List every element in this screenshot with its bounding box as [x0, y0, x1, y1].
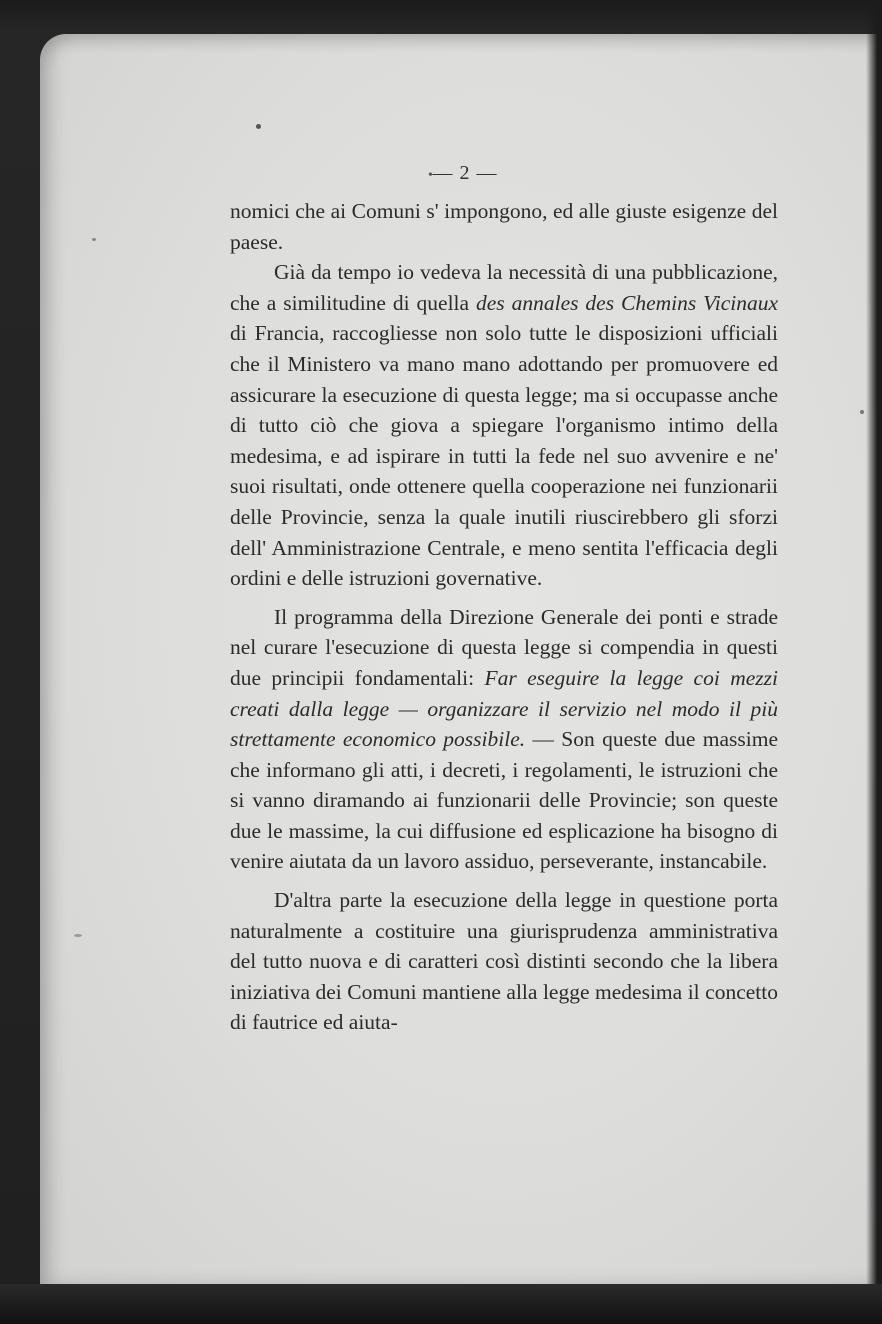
text-segment: di Francia, raccogliesse non solo tutte le disposizioni ufficiali che il Ministero va mano mano adottando per promuovere ed assicurare la esecuzione di questa legge; ma si occupasse anche di tutto ciò che giova a spiegare l'organismo intimo della medesima, e ad ispirare in tutti la fede nel suo avvenire e ne' suoi risultati, onde ottenere quella cooperazione nei funzionarii delle Provincie, senza la quale inutili riuscirebbero gli sforzi dell' Amministrazione Centrale, e meno sentita l'efficacia degli ordini e delle istruzioni governative.	[230, 321, 778, 591]
text-segment: nomici che ai Comuni s' impongono, ed alle giuste esigenze del paese.	[230, 199, 778, 254]
text-segment: Già da tempo io vedeva la necessità di una pubblicazione, che a similitudine di quella	[230, 260, 778, 315]
text-segment-italic: des annales des Chemins Vicinaux	[476, 290, 779, 315]
text-segment-italic: Far eseguire la legge coi mezzi creati dalla legge — organizzare il servizio nel modo il più strettamente economico possibile.	[230, 665, 778, 752]
text-segment: — Son queste due massime che informano gli atti, i decreti, i regolamenti, le istruzioni che si vanno diramando ai funzionarii delle Provincie; son queste due le massime, la cui diffusione ed esplicazione ha bisogno di venire aiutata da un lavoro assiduo, perseverante, instancabile.	[230, 727, 778, 874]
page-right-shadow	[866, 0, 882, 1324]
paragraph-giurisprudenza	[230, 885, 778, 1038]
paragraph-continuation	[230, 196, 778, 257]
text-segment: Il programma della Direzione Generale dei ponti e strade nel curare l'esecuzione di questa legge si compendia in questi due principii fondamentali:	[230, 604, 778, 690]
dust-speck	[74, 934, 82, 937]
paragraph-publication	[230, 257, 778, 594]
paragraph-programma	[230, 602, 778, 877]
page-number: — 2 —	[432, 162, 498, 184]
page-mark: •	[428, 168, 433, 183]
dust-speck	[256, 124, 261, 129]
dust-speck	[860, 410, 864, 414]
page-bottom-shadow	[0, 1284, 882, 1324]
dust-speck	[92, 238, 96, 241]
body-text	[230, 196, 778, 1038]
text-segment: D'altra parte la esecuzione della legge in questione porta naturalmente a costituire una giurisprudenza amministrativa del tutto nuova e di caratteri così distinti secondo che la libera iniziativa dei Comuni mantiene alla legge medesima il concetto di fautrice ed aiuta-	[230, 888, 778, 1035]
